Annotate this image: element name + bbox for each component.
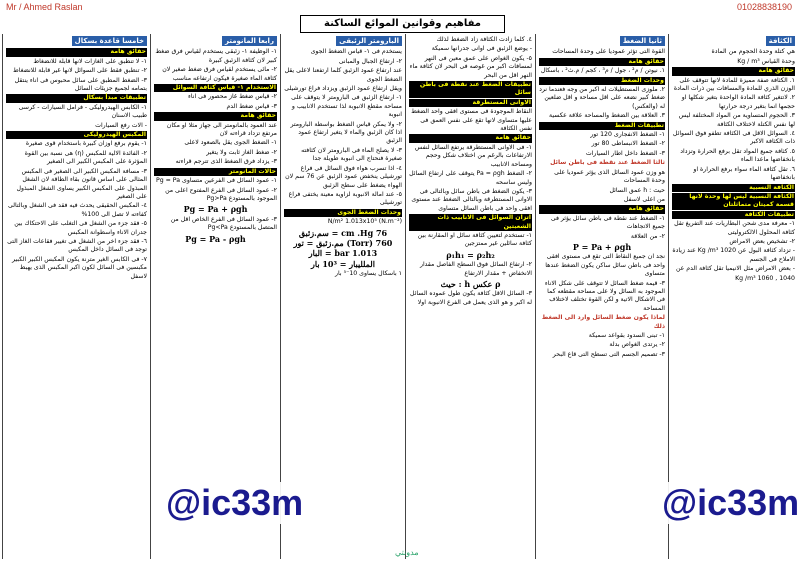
text-line: حالات المانومتر	[154, 168, 277, 176]
text-line: وحدات الضغط الجوى	[284, 209, 402, 217]
text-line: ٢- الفائدة الالية للمكبس (η) هى نسبة بين القوة المؤثرة على المكبس الكبير الى الصغير	[24, 149, 147, 166]
text-line: الكثافة النسبية	[672, 184, 795, 192]
text-line: ١- تستخدم لتعيين كثافة سائل او المقارنة بين كثافة سائلين غير ممتزجين	[417, 231, 532, 248]
text-line: ٥- فقد جزء من الشغل فى التغلب على الاحتكاك بين جدران الاناء واسطوانة المكبس	[14, 220, 147, 236]
text-line: ويقل ارتفاع عمود الزئبق ويزداد فراغ تورشيلى	[284, 85, 402, 93]
text-line: ٢- تشخيص بعض الامراض	[729, 237, 795, 245]
text-line: ٣- الضغط المطبق على سائل محبوس فى اناء ينتقل بتمامه لجميع جزيئات السائل	[14, 76, 147, 93]
text-line: ٥. كثافة جميع المواد تقل برفع الحرارة وتزداد بانخفاضها ماعدا الماء	[680, 147, 795, 164]
text-line: P = Pa + ρgh	[572, 241, 632, 252]
text-line: ١ باسكال يساوى 10⁻⁵ بار	[335, 270, 402, 278]
text-line: ٣- الضغط داخل اطار السيارات	[585, 149, 665, 157]
text-line: ٤- اذا تسرب هواء فوق السائل فى فراغ تورشيلى ينخفض عمود الزئبق عن 76 سم لان الهواء يضغط على سطح الزئبق	[285, 164, 402, 189]
column-communicating-vessels	[405, 34, 535, 559]
text-line: حيث : h عمق السائل	[609, 186, 665, 194]
text-line: ٢- عمود السائل فى الفرع المفتوح اعلى من الموجود بالمستودع Pg>Pa	[165, 186, 277, 202]
column-pascal	[2, 34, 150, 559]
top-bar	[0, 0, 800, 16]
text-line: ٥- يكون الغواص على عمق معين فى النهر لمسافات اكبر من غوصه فى البحر لان كثافة ماء النهر اقل من البحر	[409, 54, 532, 79]
phone-number: 01028838190	[736, 2, 792, 12]
text-line: القوة التى تؤثر عموديا على وحدة المساحات	[552, 48, 665, 56]
text-line: ٣- لا يصلح الماء فى البارومتر لان كثافته صغيرة فنحتاج الى انبوبة طويلة جدا	[301, 146, 402, 163]
text-line: ٣- قياس ضغط الدم	[226, 102, 277, 110]
text-line: ١- فى الاوانى المستطرقة يرتفع السائل لنفس الارتفاعات بالرغم من اختلاف شكل وحجم ومساحة الانابيب	[414, 143, 532, 168]
text-line: ١- الضغط الانفجارى 120 تور	[590, 131, 665, 139]
text-line: ٢- ارتفاع الجبال والمبانى	[338, 57, 402, 65]
text-line: ٧- فى الكابس الغير مترنة يكون المكبس الكبير الكبير مكبسين فى السائل لكون اكبر المكبس الذى يهبط لاسفل	[11, 255, 147, 280]
text-line: - تزداد كثافة البول عن 1020 Kg /m³ عند زيادة الاملاح فى الجسم	[672, 247, 795, 263]
watermark-right: @ic33m	[658, 482, 800, 524]
column-heading: رابعا المانومتر	[222, 36, 277, 46]
text-line: ٢- ارتفاع السائل فوق السطح الفاصل مقدار الانخفاض + مقدار الارتفاع	[419, 261, 532, 277]
text-line: وحدة القياس Kg / m³	[737, 57, 795, 65]
text-line: Pg = Pa + ρgh	[183, 204, 248, 215]
text-line: عند العمود بالمانومتر الى جهاز مثلا او مكان مرتفع تزداد قراءته لان	[166, 121, 277, 138]
text-line: ١. الكثافة صفة مميزة للمادة لانها تتوقف على الوزن الذري للمادة والمسافات بين ذرات المادة	[673, 76, 795, 93]
column-heading: ثانيا الضغط	[620, 36, 665, 46]
text-line: ٢- مائى يستخدم لقياس فرق ضغط صغير لان كثافة الماء صغيرة فيكون ارتفاعه مناسب	[162, 66, 277, 82]
text-line: ٣- مسافة المكبس الكبير الى الصغير فى المكبس المثالى على اساس قانون بقاء الطاقة لان الشغل المبذول على المكبس الكبير يساوى الشغل المبذول على الصغير	[16, 167, 147, 200]
text-line: ٣- عمود السائل فى الفرع الخاص اقل من المتصل بالمستودع Pg<Pa	[170, 215, 277, 232]
text-line: ٤. كلما زادت الكثافة زاد الضغط لذلك	[436, 36, 532, 43]
text-line: ٢- من العلاقة	[630, 232, 665, 240]
text-line: ٤. السوائل الاقل فى الكثافة تطفو فوق السوائل ذات الكثافة الاكبر	[672, 130, 795, 146]
text-line: عند ارتفاع عمود الزئبق كلما ارتفعنا لاعلى يقل الضغط الجوى	[284, 67, 402, 83]
text-line: تطبيقات الضغط عند نقطة فى باطن سائل	[409, 81, 532, 98]
text-line: الكثافة النسبية ليس لها وحدة لانها قسمة كميتان متماثلتان	[672, 193, 795, 210]
watermark-left: @ic33m	[162, 482, 307, 524]
text-line: ٣- يزداد فرق الضغط الذى تترجم قراءته	[175, 158, 277, 166]
text-line: ٢- الضغط Pa = ρgh يتوقف على ارتفاع السائل وليس ساسحه	[409, 170, 532, 186]
text-line: حقائق هامة	[409, 134, 532, 142]
column-pressure	[535, 34, 668, 559]
text-line: ٤- المكبس الحقيقى يحدث فيه فقد فى الشغل وبالتالى كفاءته لا تصل الى 100%	[8, 202, 147, 218]
text-line: حيث : h عكس ρ	[440, 278, 501, 289]
text-line: لماذا يكون ضغط السائل وارد الى الضغط ذلك	[541, 314, 665, 330]
text-line: تطبيقات مبدأ بسكال	[6, 94, 147, 102]
text-line: (N.m⁻²) N/m² 1.013x10⁵	[327, 218, 402, 226]
text-line: اتزان السوائل فى الانابيب ذات الشعبتين	[409, 214, 532, 231]
text-line: البار = bar 1.013	[308, 248, 378, 259]
text-line: الاوانى المستطرقة	[409, 99, 532, 107]
text-line: ١- معرفة مدى شحن البطاريات عند التفريغ تقل كثافة المحلول الالكتروليتى	[674, 220, 795, 236]
text-line: سم.زئبق = cm .Hg 76	[298, 227, 388, 238]
text-line: ٢- تنطبق فقط على السوائل لانها غير قابلة للانضغاط	[13, 67, 147, 75]
text-line: تطبيقات الكثافة	[672, 211, 795, 219]
column-manometer	[150, 34, 280, 559]
text-line: ٢- قياس ضغط غاز محصور فى اناء	[187, 93, 277, 101]
text-line: ٣. العلاقة بين الضغط والمساحة علاقة عكسية	[549, 112, 665, 120]
text-line: حقائق هامة	[672, 67, 795, 75]
text-line: - يوضع الزئبق فى اوانى جدرانها سميكة	[431, 45, 532, 53]
text-line: ٦- فقد جزء اخر من الشغل فى تغيير فقاعات الغاز التى توجد فى السائل داخل المكبس	[7, 237, 147, 254]
column-heading: الكثافة	[766, 36, 795, 46]
text-line: الملليبار = 10³ بار	[311, 258, 375, 269]
text-line: ١- الضغط عند نقطة فى باطن سائل يؤثر فى جميع الاتجاهات	[550, 214, 665, 231]
text-line: حقائق هامة	[154, 112, 277, 120]
column-heading: البارومتر الزئبقى	[336, 36, 402, 46]
text-line: ١- يقوم برفع اوزان كبيرة باستخدام قوى صغيرة	[25, 140, 147, 148]
text-line: المكبس الهيدروليكى	[6, 131, 147, 139]
text-line: مم.زئبق = تور (Torr) 760	[293, 237, 393, 248]
text-line: ١- الكابس الهيدروليكى - فرامل السيارات - كرسى طبيب الاسنان	[18, 103, 147, 120]
text-line: 1040 , 1060 Kg /m³	[735, 274, 795, 282]
text-line: الاستخدام ١- قياس كثافة السوائل	[154, 84, 277, 92]
text-line: هو وزن عمود السائل الذى يؤثر عموديا على وحدة المساحات	[554, 168, 665, 185]
text-line: حقائق هامة	[539, 205, 665, 213]
text-line: وحدات الضغط	[539, 77, 665, 85]
text-line: ٣- السائل الاقل كثافة يكون طول عموده السائل له اكبر و هو الذى يعمل فى الفرع الانبوبة اولا	[410, 290, 532, 306]
text-line: يستخدم فى ١- قياس الضغط الجوى	[310, 48, 402, 56]
text-line: ١- لا تنطبق على الغازات لانها قابلة للانضغاط	[33, 57, 147, 65]
text-line: ٢- الضغط الانبساطى 80 تور	[591, 140, 665, 148]
text-line: النقاط الموجودة فى مستوى افقى واحد الضغط عليها متساوى لانها تقع على نفس العمق فى نفس الكثافة	[411, 108, 532, 133]
column-density	[668, 34, 798, 559]
text-line: - الات رفع السيارات	[95, 121, 147, 129]
text-line: هي كتلة وحدة الحجوم من المادة	[711, 48, 795, 56]
text-line: ٦. تقل كثافة الماء سواء برفع الحرارة او بانخفاضها	[693, 165, 795, 182]
text-line: ٢. لاتتغير كثافة المادة الواحدة بتغير شكلها او حجمها انما بتغير درجة حرارتها	[681, 94, 795, 110]
text-line: ٢- ولا يمكن قياس الضغط بواسطة البارومتر اذا كان الزئبق والماء لا يتغير ارتفاع عمود الزئبق	[290, 120, 402, 145]
column-barometer	[280, 34, 405, 559]
page-title: مفاهيم وقوانين الموائع الساكنة	[300, 15, 505, 33]
text-line: حقائق هامة	[539, 58, 665, 66]
text-line: ١- الضغط الجوى يقل بالصعود لاعلى	[184, 139, 277, 147]
text-line: ٢- ضغط الغاز ثابت ولا يتغير	[206, 148, 277, 156]
text-line: Pg = Pa - ρgh	[185, 233, 246, 244]
text-line: من اعلى لاسفل	[623, 195, 665, 203]
text-line: ٣. الحجوم المتساوية من المواد المختلفة ليس لها نفس الكتلة لاختلاف الكثافة	[678, 112, 795, 128]
text-line: ρ₁h₁ = ρ₂h₂	[446, 249, 495, 260]
text-line: ١- الوظيفة ١- زئبقى يستخدم لقياس فرق ضغط كبير لان كثافة الزئبق كبيرة	[155, 48, 277, 64]
text-line: ٢. ملوزى المستطيلات له اكبر من وجه فعندما نرد ضغط كبير نضعه على اقل مساحة و اقل ضلعين له (والعكس)	[539, 86, 665, 110]
text-line: ٣- قيمة ضغط السائل لا تتوقف على شكل الاناء الموجود به السائل ولا على مساحة مقطعه كما فى الاشكال الاتية و لكن القوة تختلف لاختلاف المساحة	[544, 279, 665, 312]
text-line: - بعض الامراض مثل الانيميا تقل كثافة الدم عن	[675, 265, 795, 273]
text-line: تطبيقات الضغط	[539, 122, 665, 130]
text-line: ١- ارتفاع الزئبق فى البارومتر لا يتوقف على مساحة مقطع الانبوبة لذا تستخدم الانابيب و انبوبة	[291, 94, 402, 119]
text-line: نجد ان جميع النقاط التى تقع فى مستوى افقى واحد فى باطن سائل ساكن يكون الضغط عندها متساوى	[545, 253, 665, 278]
text-line: ١. نيوتن / م² ، جول / م³ ، كجم / م.ث² ، باسكال	[540, 67, 665, 75]
text-line: ١- تبنى السدود بقواعد سميكة	[588, 332, 665, 339]
column-heading: خامسا قاعدة بسكال	[72, 36, 147, 46]
author-name: Mr / Ahmed Raslan	[6, 2, 83, 12]
footer-mark: مدونتي	[395, 548, 419, 557]
text-line: ٣- يكون الضغط فى باطن سائل وبالتالى فى الاوانى المستطرقة وبالتالى الضغط عند مستوى افقى واحد فى باطن السائل متساوى	[411, 187, 532, 212]
text-line: ١- عمود السائل فى الفرعين متساوى Pg = Pa	[156, 177, 277, 185]
text-line: ثالثا الضغط عند نقطة فى باطن سائل	[550, 159, 665, 167]
text-line: ٣- تصميم الجسم التى تسطح التى قاع البحر	[552, 350, 665, 358]
text-line: حقائق هامة	[6, 48, 147, 56]
text-line: ٥- عند امالة الانبوبة لزاوية معينة يختفى فراغ تورشيلى	[288, 190, 402, 207]
text-line: ٢- يرتدى الغواص بدلة	[609, 341, 665, 349]
